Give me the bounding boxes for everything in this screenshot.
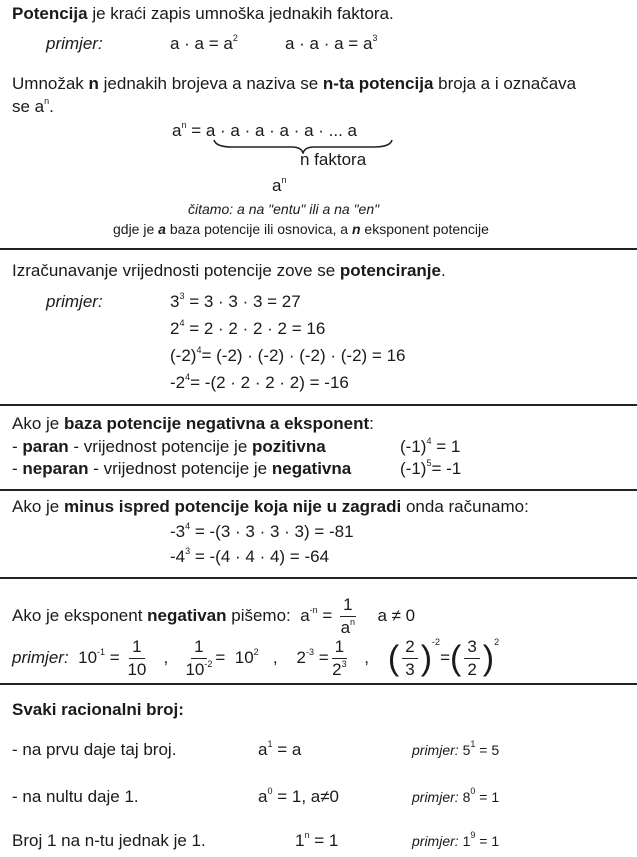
t: =: [186, 121, 206, 140]
base-exponent-note: [113, 219, 489, 239]
example-label: primjer:: [412, 833, 459, 849]
t: = 1: [475, 789, 500, 805]
exponent: 0: [470, 786, 476, 796]
t: :: [369, 414, 374, 433]
t: 2: [332, 660, 342, 680]
t: = 5: [475, 742, 500, 758]
example-row: [170, 547, 329, 567]
rule-formula: [295, 831, 338, 851]
t: =: [317, 606, 338, 625]
t: (-1): [400, 459, 427, 478]
nth-power-text: [12, 74, 576, 94]
t: = 2 · 2 · 2 · 2 = 16: [184, 319, 326, 338]
exponent: 3: [372, 33, 378, 43]
exponent: -2: [204, 659, 213, 670]
example-row: [170, 292, 301, 312]
fraction: [127, 636, 146, 681]
divider: [0, 577, 637, 579]
expr: a · a = a: [170, 34, 233, 53]
fraction: [402, 636, 417, 681]
t: 10: [78, 648, 98, 667]
t: 3: [170, 292, 180, 311]
t: Ako je eksponent: [12, 606, 148, 625]
numerator: 3: [464, 636, 479, 659]
odd-example: [400, 459, 461, 479]
t: -: [12, 459, 23, 478]
condition: a ≠ 0: [377, 606, 416, 625]
negative-exponent-rule: [12, 592, 415, 640]
t: onda računamo:: [401, 497, 529, 516]
exponent: 4: [196, 345, 202, 355]
t: (: [387, 639, 400, 678]
divider: [0, 404, 637, 406]
t: = 1, a≠0: [272, 787, 339, 806]
t: baza potencije ili osnovica, a: [165, 221, 352, 237]
t: .: [441, 261, 446, 280]
t: 5: [462, 742, 471, 758]
t: Umnožak: [12, 74, 89, 93]
t: 10: [234, 648, 254, 667]
t: (-1): [400, 437, 427, 456]
fraction: [464, 636, 479, 681]
exponent: 1: [470, 739, 476, 749]
exponent: n: [281, 175, 287, 185]
odd-rule: [12, 459, 351, 479]
example-label: primjer:: [46, 34, 103, 53]
t: Ako je: [12, 497, 64, 516]
product: a · a · a · a · a · ... a: [205, 121, 358, 140]
example-row: [170, 373, 349, 393]
denominator: [332, 659, 346, 681]
negative-exponent-examples: primjer: $10^{-1}$ = $\frac{1}{10}$ , $\frac{1}{10^{-2}}$ = $10^2$ , $2^{-3}$ = $\frac{1}{2^3}$ , ( $\frac{2}{3}$ )$^{-2}$=( $\frac{3}{2}$ )$^2$: [12, 637, 500, 680]
definition-text: je kraći zapis umnoška jednakih faktora.: [87, 4, 394, 23]
exponentiation-text: [12, 261, 446, 281]
t: ,: [272, 648, 278, 667]
example-1: [170, 34, 238, 54]
divider: [0, 683, 637, 685]
rational-heading: Svaki racionalni broj:: [12, 700, 184, 719]
rule-text: - na nultu daje 1.: [12, 787, 139, 806]
exponent: 1: [267, 739, 273, 749]
t: negativna: [271, 459, 352, 478]
exponent: -n: [309, 605, 318, 615]
example-label: primjer:: [12, 648, 69, 667]
denominator: 3: [405, 660, 415, 680]
t: pišemo:: [226, 606, 291, 625]
rule-example: [412, 740, 499, 760]
t: = -(3 · 3 · 3 · 3) = -81: [190, 522, 354, 541]
t: a: [258, 787, 268, 806]
numerator: 2: [402, 636, 417, 659]
t: 2: [296, 648, 306, 667]
exponent: n: [44, 96, 50, 106]
definition: [12, 4, 394, 24]
negative-base-heading: [12, 414, 374, 434]
example-row: [170, 346, 405, 366]
exponent: n: [304, 830, 310, 840]
t: = 1: [309, 831, 339, 850]
exponent: 3: [185, 546, 191, 556]
numerator: 1: [129, 636, 144, 659]
fraction: [332, 636, 347, 681]
t: n-ta potencija: [322, 74, 434, 93]
divider: [0, 489, 637, 491]
t: baza potencije negativna a eksponent: [63, 414, 370, 433]
example-row: [170, 319, 325, 339]
rule-formula: [258, 740, 301, 760]
t: ,: [364, 648, 370, 667]
exponent: 4: [426, 436, 432, 446]
t: a: [158, 221, 166, 237]
t: 8: [462, 789, 471, 805]
rule-formula: [258, 787, 339, 807]
denominator: 10: [127, 660, 147, 680]
t: broja a i označava: [433, 74, 577, 93]
t: = 3 · 3 · 3 = 27: [184, 292, 301, 311]
exponent: 3: [341, 659, 347, 670]
nth-power-text-2: [12, 97, 54, 117]
denominator: [185, 659, 212, 681]
denominator: 2: [467, 660, 477, 680]
example-row: [170, 522, 354, 542]
t: potenciranje: [339, 261, 441, 280]
t: (: [450, 639, 462, 678]
t: a: [340, 618, 351, 638]
t: minus ispred potencije koja nije u zagradi: [63, 497, 402, 516]
fraction: [185, 636, 212, 681]
exponent: -3: [305, 647, 314, 657]
t: n: [88, 74, 99, 93]
t: n: [351, 221, 361, 237]
exponent: 2: [232, 33, 238, 43]
even-rule: [12, 437, 326, 457]
t: = -1: [431, 459, 462, 478]
rule-text: - na prvu daje taj broj.: [12, 740, 177, 759]
t: pozitivna: [252, 437, 326, 456]
minus-heading: [12, 497, 529, 517]
term: Potencija: [12, 4, 88, 23]
t: = 1: [475, 833, 500, 849]
t: 1: [295, 831, 305, 850]
brace-label: n faktora: [300, 150, 367, 169]
example-label: primjer:: [412, 742, 459, 758]
t: = a: [272, 740, 302, 759]
t: -: [12, 437, 23, 456]
rule-example: [412, 831, 499, 851]
power-symbol: [272, 176, 286, 196]
t: - vrijednost potencije je: [68, 437, 253, 456]
exponent: 4: [185, 521, 191, 531]
exponent: 4: [185, 372, 191, 382]
t: Ako je: [12, 414, 64, 433]
exponent: n: [350, 617, 356, 628]
exponent: -1: [97, 647, 106, 657]
exponent: 4: [179, 318, 185, 328]
t: -2: [170, 373, 186, 392]
expr: a · a · a = a: [285, 34, 373, 53]
t: (-2): [170, 346, 197, 365]
t: = -(2 · 2 · 2 · 2) = -16: [190, 373, 349, 392]
t: a: [172, 121, 182, 140]
t: eksponent potencije: [360, 221, 489, 237]
t: - vrijednost potencije je: [88, 459, 272, 478]
t: se a: [12, 97, 45, 116]
exponent: -2: [432, 637, 441, 647]
t: = 1: [431, 437, 461, 456]
numerator: 1: [332, 636, 347, 659]
numerator: 1: [191, 636, 206, 659]
t: 2: [170, 319, 180, 338]
exponent: 9: [470, 830, 476, 840]
t: = -(4 · 4 · 4) = -64: [190, 547, 330, 566]
t: neparan: [22, 459, 89, 478]
fraction: [340, 594, 355, 639]
t: a: [258, 740, 268, 759]
t: negativan: [147, 606, 227, 625]
exponent: 2: [494, 637, 500, 647]
t: a: [272, 176, 282, 195]
t: Izračunavanje vrijednosti potencije zove se: [12, 261, 340, 280]
t: 10: [185, 660, 205, 680]
t: jednakih brojeva a naziva se: [98, 74, 323, 93]
t: -4: [170, 547, 186, 566]
exponent: 3: [179, 291, 185, 301]
divider: [0, 248, 637, 250]
numerator: 1: [340, 594, 355, 617]
t: .: [49, 97, 54, 116]
exponent: 2: [253, 647, 259, 657]
example-label: primjer:: [46, 292, 103, 311]
t: a: [300, 606, 310, 625]
t: -3: [170, 522, 186, 541]
example-2: [285, 34, 377, 54]
t: paran: [22, 437, 69, 456]
example-label: primjer:: [412, 789, 459, 805]
exponent: 5: [426, 458, 432, 468]
even-example: [400, 437, 460, 457]
exponent: n: [181, 120, 187, 130]
t: ,: [163, 648, 169, 667]
t: = (-2) · (-2) · (-2) · (-2) = 16: [201, 346, 406, 365]
reading-note: čitamo: a na "entu" ili a na "en": [188, 201, 380, 217]
rule-example: [412, 787, 499, 807]
t: 1: [462, 833, 471, 849]
exponent: 0: [267, 786, 273, 796]
t: gdje je: [113, 221, 159, 237]
t: ): [482, 639, 495, 678]
rule-text: Broj 1 na n-tu jednak je 1.: [12, 831, 206, 850]
t: ): [420, 639, 433, 678]
